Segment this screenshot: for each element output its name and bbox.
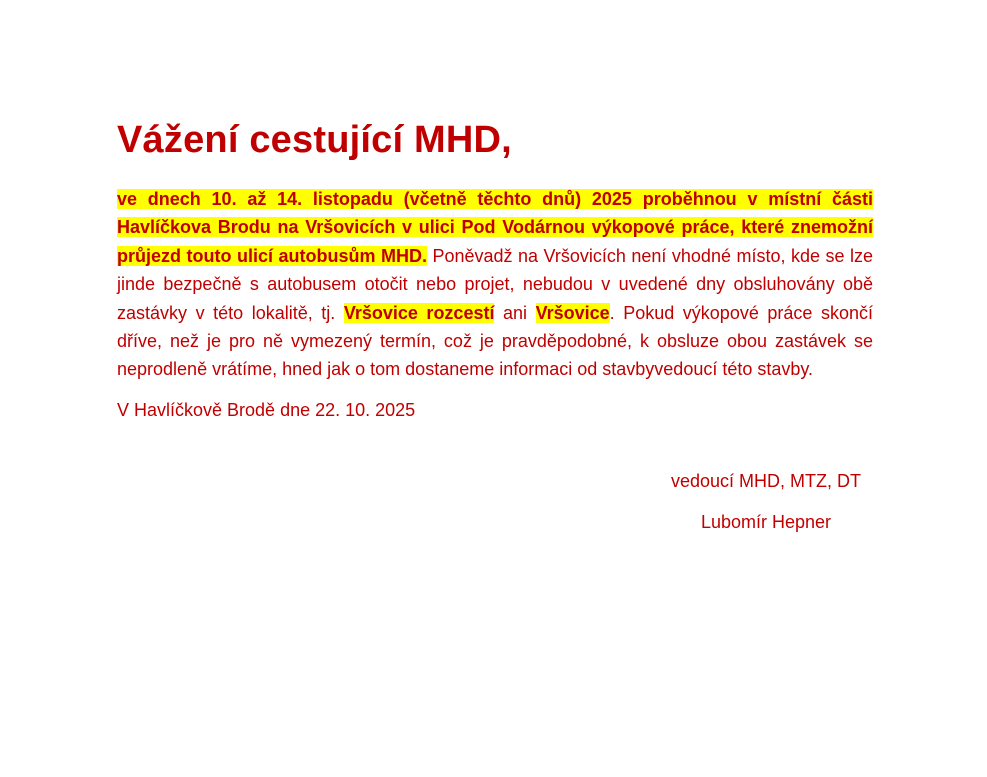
signature-name: Lubomír Hepner xyxy=(700,512,832,532)
date-line: V Havlíčkově Brodě dne 22. 10. 2025 xyxy=(117,399,416,420)
paragraph-text-part3: . Pokud výkopové práce skončí dříve, než je pro ně vymezený termín, což je pravděpodobné, k obsluze obou zastávek se neprodleně vrátíme, hned jak o tom dostaneme informaci od stavbyvedoucí této stavby. xyxy=(117,302,873,380)
notice-document xyxy=(117,112,873,532)
stop-name-vrsovice-rozcesti: Vršovice rozcestí xyxy=(343,302,495,323)
paragraph-text-part2: ani xyxy=(494,302,536,323)
paragraph-text-part1: Poněvadž na Vršovicích není vhodné místo, kde se lze jinde bezpečně s autobusem otočit nebo projet, nebudou v uvedené dny obsluhovány obě zastávky v této lokalitě, tj. xyxy=(117,245,873,323)
signature-role: vedoucí MHD, MTZ, DT xyxy=(670,471,862,491)
notice-paragraph xyxy=(117,185,873,384)
highlighted-intro: ve dnech 10. až 14. listopadu (včetně těchto dnů) 2025 proběhnou v místní části Havlíčkova Brodu na Vršovicích v ulici Pod Vodárnou výkopové práce, které znemožní průjezd touto ulicí autobusům MHD. xyxy=(117,189,873,266)
stop-name-vrsovice: Vršovice xyxy=(535,302,610,323)
notice-heading: Vážení cestující MHD, xyxy=(117,119,512,161)
